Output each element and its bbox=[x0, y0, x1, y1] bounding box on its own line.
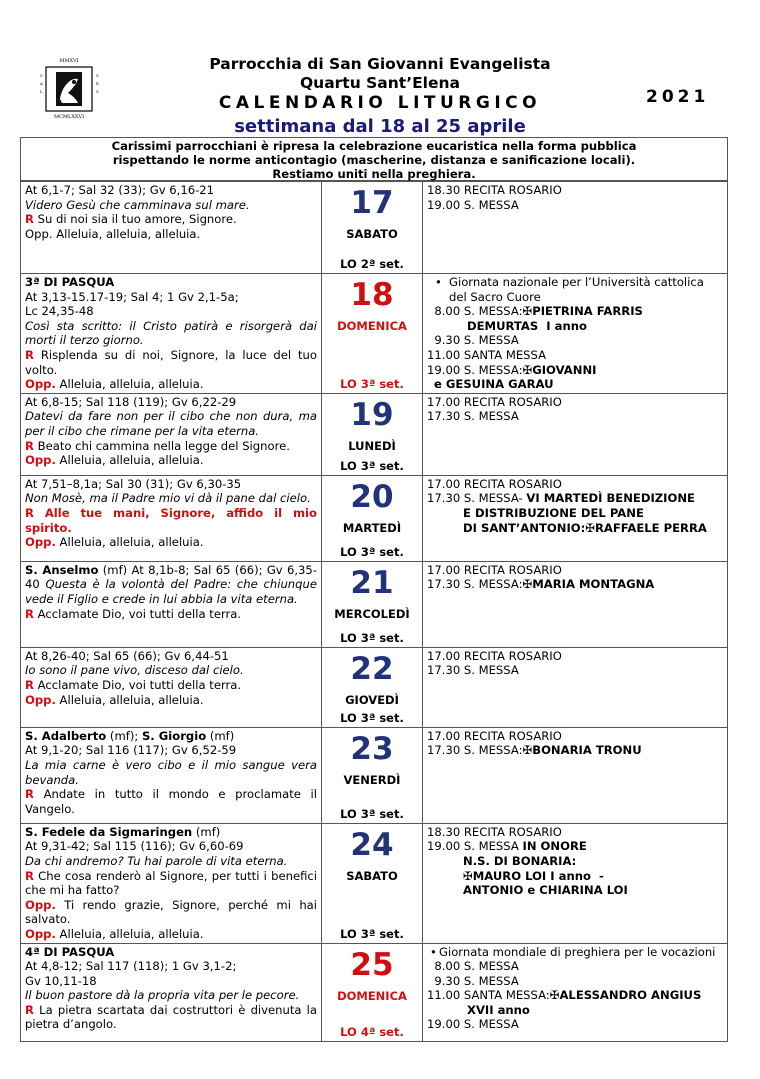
reading-text: Alleluia, alleluia, alleluia. bbox=[55, 535, 204, 550]
events-cell bbox=[423, 475, 728, 561]
reading-line bbox=[25, 439, 317, 454]
event-intention: N.S. DI BONARIA: bbox=[463, 853, 577, 868]
events-cell bbox=[423, 393, 728, 475]
reading-text: At 6,1-7; Sal 32 (33); Gv 6,16-21 bbox=[25, 183, 215, 197]
event-line bbox=[427, 854, 723, 869]
reading-text: Su di noi sia il tuo amore, Signore. bbox=[33, 212, 237, 227]
reading-line bbox=[25, 183, 317, 198]
day-number: 21 bbox=[350, 564, 394, 601]
reading-text: Questa è la volontà del Padre: che chiunque vede il Figlio e crede in lui abbia la vita eterna. bbox=[25, 577, 317, 606]
event-line bbox=[427, 1003, 723, 1018]
reading-text: Acclamate Dio, voi tutti della terra. bbox=[33, 677, 242, 692]
reading-line bbox=[25, 563, 317, 607]
event-line bbox=[427, 333, 723, 348]
reading-text: Alleluia, alleluia, alleluia. bbox=[55, 926, 204, 941]
event-line bbox=[427, 491, 723, 506]
event-time: 8.00 S. MESSA: bbox=[427, 304, 523, 319]
parish-name: Parrocchia di San Giovanni Evangelista bbox=[209, 55, 551, 73]
event-line bbox=[427, 304, 723, 319]
event-line bbox=[427, 743, 723, 758]
events-cell bbox=[423, 727, 728, 823]
event-line bbox=[427, 409, 723, 424]
event-line bbox=[427, 839, 723, 854]
event-time: 18.30 RECITA ROSARIO bbox=[427, 824, 562, 839]
reading-line bbox=[25, 491, 317, 506]
event-line bbox=[427, 663, 723, 678]
event-time: 9.30 S. MESSA bbox=[427, 333, 519, 348]
event-line bbox=[427, 988, 723, 1003]
event-line bbox=[427, 577, 723, 592]
response-marker: R bbox=[25, 347, 34, 362]
events-cell bbox=[423, 647, 728, 727]
notice-line: Carissimi parrocchiani è ripresa la celebrazione eucaristica nella forma pubblica bbox=[111, 139, 637, 153]
reading-text: At 6,8-15; Sal 118 (119); Gv 6,22-29 bbox=[25, 394, 237, 409]
liturgy-week: LO 3ª set. bbox=[340, 631, 404, 646]
event-line bbox=[427, 974, 723, 989]
event-line bbox=[427, 649, 723, 664]
svg-text:C: C bbox=[40, 73, 44, 78]
feast-name: S. Fedele da Sigmaringen bbox=[25, 824, 193, 839]
day-number: 18 bbox=[350, 277, 394, 313]
events-cell bbox=[423, 943, 728, 1041]
event-line bbox=[427, 869, 723, 884]
day-number: 25 bbox=[350, 946, 394, 983]
weekday-name: VENERDÌ bbox=[343, 772, 401, 787]
reading-line bbox=[25, 988, 317, 1003]
readings-cell bbox=[21, 182, 322, 274]
liturgy-week: LO 3ª set. bbox=[340, 459, 404, 474]
event-line bbox=[427, 506, 723, 521]
event-intention: DEMURTAS I anno bbox=[467, 318, 587, 333]
calendar-title: CALENDARIO LITURGICO bbox=[218, 93, 542, 113]
reading-line bbox=[25, 453, 317, 468]
liturgy-week: LO 3ª set. bbox=[340, 545, 404, 560]
reading-text: Così sta scritto: il Cristo patirà e risorgerà dai morti il terzo giorno. bbox=[25, 318, 317, 348]
liturgy-week: LO 3ª set. bbox=[340, 807, 404, 822]
response-marker: Opp. bbox=[25, 377, 56, 392]
calendar-row bbox=[21, 823, 728, 943]
response-marker: Opp. bbox=[25, 535, 56, 550]
header bbox=[0, 0, 760, 140]
date-cell bbox=[322, 943, 423, 1041]
event-intention: ✠PIETRINA FARRIS bbox=[522, 304, 643, 319]
reading-text: Gv 10,11-18 bbox=[25, 973, 97, 988]
day-number: 17 bbox=[350, 185, 394, 221]
reading-line bbox=[25, 825, 317, 840]
response-marker: R bbox=[25, 212, 34, 227]
readings-cell bbox=[21, 727, 322, 823]
svg-text:MMXVI: MMXVI bbox=[59, 58, 79, 64]
reading-line bbox=[25, 974, 317, 989]
reading-line bbox=[25, 869, 317, 898]
calendar-row bbox=[21, 182, 728, 274]
date-cell bbox=[322, 475, 423, 561]
reading-line bbox=[25, 678, 317, 693]
calendar-row bbox=[21, 647, 728, 727]
svg-text:L: L bbox=[40, 89, 43, 94]
event-line bbox=[427, 319, 723, 334]
calendar-row bbox=[21, 561, 728, 647]
reading-text: At 4,8-12; Sal 117 (118); 1 Gv 3,1-2; bbox=[25, 959, 237, 974]
day-number: 24 bbox=[350, 826, 394, 863]
day-number: 20 bbox=[350, 478, 394, 515]
reading-text: (mf); bbox=[106, 728, 142, 743]
date-cell bbox=[322, 393, 423, 475]
reading-line bbox=[25, 198, 317, 213]
event-time: 19.00 S. MESSA: bbox=[427, 362, 523, 377]
event-intention: IN ONORE bbox=[522, 839, 587, 854]
reading-text: At 3,13-15.17-19; Sal 4; 1 Gv 2,1-5a; bbox=[25, 289, 239, 304]
reading-text: Andate in tutto il mondo e proclamate il Vangelo. bbox=[25, 787, 317, 816]
event-intention: E DISTRIBUZIONE DEL PANE bbox=[463, 505, 644, 520]
events-cell bbox=[423, 182, 728, 274]
response-marker: R bbox=[25, 677, 34, 692]
event-time: 17.00 RECITA ROSARIO bbox=[427, 394, 562, 409]
date-cell bbox=[322, 647, 423, 727]
date-cell bbox=[322, 182, 423, 274]
weekday-name: DOMENICA bbox=[337, 988, 407, 1003]
weekday-name: SABATO bbox=[346, 227, 398, 241]
liturgy-week: LO 3ª set. bbox=[340, 377, 404, 392]
reading-line bbox=[25, 535, 317, 550]
reading-line bbox=[25, 275, 317, 290]
reading-line bbox=[25, 945, 317, 960]
reading-line bbox=[25, 839, 317, 854]
date-cell bbox=[322, 561, 423, 647]
event-time: 9.30 S. MESSA bbox=[427, 973, 519, 988]
event-intention: DI SANT’ANTONIO:✠RAFFAELE PERRA bbox=[463, 520, 707, 535]
calendar-row bbox=[21, 274, 728, 394]
event-time: 11.00 SANTA MESSA: bbox=[427, 988, 550, 1003]
reading-line bbox=[25, 854, 317, 869]
response-marker: Opp. bbox=[25, 926, 56, 941]
readings-cell bbox=[21, 475, 322, 561]
reading-text: Alleluia, alleluia, alleluia. bbox=[55, 453, 204, 468]
response-marker: R bbox=[25, 787, 34, 802]
event-intention: XVII anno bbox=[467, 1002, 530, 1017]
parish-city: Quartu Sant’Elena bbox=[299, 74, 461, 92]
event-intention: ✠GIOVANNI bbox=[522, 362, 597, 377]
readings-cell bbox=[21, 943, 322, 1041]
event-time: 11.00 SANTA MESSA bbox=[427, 347, 547, 362]
event-time: 17.30 S. MESSA bbox=[427, 409, 519, 424]
event-intention: ✠MARIA MONTAGNA bbox=[522, 577, 655, 592]
event-time: 17.00 RECITA ROSARIO bbox=[427, 648, 562, 663]
reading-line bbox=[25, 729, 317, 744]
reading-line bbox=[25, 693, 317, 708]
reading-text: Che cosa renderò al Signore, per tutti i benefici che mi ha fatto? bbox=[25, 868, 317, 898]
event-line bbox=[427, 198, 723, 213]
event-line bbox=[427, 945, 723, 960]
reading-line bbox=[25, 290, 317, 305]
event-line bbox=[427, 363, 723, 378]
reading-text: Io sono il pane vivo, disceso dal cielo. bbox=[25, 663, 244, 678]
events-cell bbox=[423, 823, 728, 943]
reading-line bbox=[25, 506, 317, 535]
reading-text: Beato chi cammina nella legge del Signore. bbox=[33, 438, 290, 453]
reading-text: At 8,26-40; Sal 65 (66); Gv 6,44-51 bbox=[25, 648, 229, 663]
date-cell bbox=[322, 823, 423, 943]
weekday-name: MARTEDÌ bbox=[342, 520, 402, 535]
liturgy-week: LO 3ª set. bbox=[340, 926, 404, 941]
reading-text: Acclamate Dio, voi tutti della terra. bbox=[33, 606, 242, 621]
date-cell bbox=[322, 274, 423, 394]
reading-line bbox=[25, 959, 317, 974]
event-time: 17.30 S. MESSA: bbox=[427, 577, 523, 592]
reading-text: At 9,1-20; Sal 116 (117); Gv 6,52-59 bbox=[25, 743, 237, 758]
calendar-row bbox=[21, 393, 728, 475]
response-marker: Opp. bbox=[25, 692, 56, 707]
weekday-name: DOMENICA bbox=[337, 319, 407, 333]
reading-line bbox=[25, 898, 317, 927]
reading-line bbox=[25, 663, 317, 678]
liturgy-week: LO 2ª set. bbox=[340, 257, 404, 272]
calendar-row bbox=[21, 943, 728, 1041]
svg-text:S: S bbox=[96, 73, 99, 78]
liturgy-week: LO 3ª set. bbox=[340, 711, 404, 726]
event-note: Giornata mondiale di preghiera per le vocazioni bbox=[439, 944, 716, 959]
calendar-row bbox=[21, 727, 728, 823]
calendar-table bbox=[20, 181, 728, 1042]
events-cell bbox=[423, 561, 728, 647]
event-line bbox=[427, 395, 723, 410]
reading-line bbox=[25, 758, 317, 787]
reading-text: Datevi da fare non per il cibo che non dura, ma per il cibo che rimane per la vita eterna. bbox=[25, 409, 317, 438]
readings-cell bbox=[21, 647, 322, 727]
event-time: 17.00 RECITA ROSARIO bbox=[427, 476, 562, 491]
reading-text: La pietra scartata dai costruttori è divenuta la pietra d’angolo. bbox=[25, 1002, 317, 1032]
event-line bbox=[427, 477, 723, 492]
event-line bbox=[427, 348, 723, 363]
reading-line bbox=[25, 743, 317, 758]
event-time: 19.00 S. MESSA bbox=[427, 1017, 519, 1032]
event-time: 17.00 RECITA ROSARIO bbox=[427, 728, 562, 743]
reading-text: Alleluia, alleluia, alleluia. bbox=[55, 377, 204, 392]
reading-line bbox=[25, 787, 317, 816]
psalm-response: R Alle tue mani, Signore, affido il mio spirito. bbox=[25, 505, 317, 535]
event-time: 17.00 RECITA ROSARIO bbox=[427, 562, 562, 577]
response-marker: R bbox=[25, 868, 34, 883]
response-marker: Opp. bbox=[25, 897, 56, 912]
reading-text: (mf) At 8,1b-8; Sal 65 (66); Gv 6,35-40 bbox=[25, 562, 317, 592]
event-line bbox=[427, 377, 723, 392]
event-line bbox=[427, 883, 723, 898]
reading-text: (mf) bbox=[206, 728, 235, 743]
feast-name: 4ª DI PASQUA bbox=[25, 944, 115, 959]
reading-line bbox=[25, 319, 317, 348]
reading-line bbox=[25, 607, 317, 622]
svg-text:E: E bbox=[96, 81, 99, 86]
feast-name: S. Adalberto bbox=[25, 728, 107, 743]
event-time: 19.00 S. MESSA bbox=[427, 197, 519, 212]
reading-line bbox=[25, 348, 317, 377]
day-number: 19 bbox=[350, 396, 394, 433]
day-number: 22 bbox=[350, 650, 394, 687]
reading-text: Non Mosè, ma il Padre mio vi dà il pane dal cielo. bbox=[25, 491, 311, 506]
reading-line bbox=[25, 377, 317, 392]
readings-cell bbox=[21, 274, 322, 394]
event-line bbox=[427, 183, 723, 198]
reading-line bbox=[25, 227, 317, 242]
response-marker: Opp. bbox=[25, 453, 56, 468]
reading-line bbox=[25, 927, 317, 942]
readings-cell bbox=[21, 561, 322, 647]
reading-text: Opp. Alleluia, alleluia, alleluia. bbox=[25, 226, 201, 241]
reading-text: (mf) bbox=[192, 824, 221, 839]
event-time: 18.30 RECITA ROSARIO bbox=[427, 183, 562, 197]
reading-text: Alleluia, alleluia, alleluia. bbox=[55, 692, 204, 707]
weekday-name: SABATO bbox=[346, 868, 398, 883]
event-line bbox=[427, 729, 723, 744]
reading-text: Il buon pastore dà la propria vita per le pecore. bbox=[25, 988, 300, 1003]
reading-text: Lc 24,35-48 bbox=[25, 304, 94, 319]
event-intention: ANTONIO e CHIARINA LOI bbox=[463, 883, 628, 898]
notice-line: Restiamo uniti nella preghiera. bbox=[272, 167, 476, 181]
day-number: 23 bbox=[350, 730, 394, 767]
reading-line bbox=[25, 409, 317, 438]
feast-name: S. Giorgio bbox=[141, 728, 207, 743]
reading-text: Da chi andremo? Tu hai parole di vita eterna. bbox=[25, 853, 288, 868]
event-line bbox=[427, 563, 723, 578]
reading-line bbox=[25, 395, 317, 410]
feast-name: S. Anselmo bbox=[25, 562, 99, 577]
reading-text: La mia carne è vero cibo e il mio sangue vera bevanda. bbox=[25, 757, 317, 787]
readings-cell bbox=[21, 393, 322, 475]
event-intention: VI MARTEDÌ BENEDIZIONE bbox=[526, 491, 695, 506]
event-line bbox=[427, 275, 723, 304]
event-intention: e GESUINA GARAU bbox=[434, 377, 554, 392]
event-intention: ✠ALESSANDRO ANGIUS bbox=[549, 988, 702, 1003]
readings-cell bbox=[21, 823, 322, 943]
date-cell bbox=[322, 727, 423, 823]
reading-line bbox=[25, 477, 317, 492]
event-time: 17.30 S. MESSA- bbox=[427, 491, 527, 506]
event-time: 19.00 S. MESSA bbox=[427, 839, 523, 854]
reading-text: Risplenda su di noi, Signore, la luce del tuo volto. bbox=[25, 347, 317, 377]
week-range: settimana dal 18 al 25 aprile bbox=[234, 116, 526, 137]
event-line bbox=[427, 825, 723, 840]
feast-name: 3ª DI PASQUA bbox=[25, 275, 115, 289]
reading-line bbox=[25, 304, 317, 319]
svg-text:S: S bbox=[96, 89, 99, 94]
response-marker: R bbox=[25, 438, 34, 453]
reading-line bbox=[25, 212, 317, 227]
reading-text: At 7,51–8,1a; Sal 30 (31); Gv 6,30-35 bbox=[25, 476, 242, 491]
weekday-name: MERCOLEDÌ bbox=[334, 606, 410, 621]
event-line bbox=[427, 959, 723, 974]
response-marker: R bbox=[25, 1002, 34, 1017]
notice-line: rispettando le norme anticontagio (mascherine, distanza e sanificazione locali). bbox=[112, 153, 636, 167]
reading-text: At 9,31-42; Sal 115 (116); Gv 6,60-69 bbox=[25, 839, 244, 854]
calendar-row bbox=[21, 475, 728, 561]
weekday-name: LUNEDÌ bbox=[348, 438, 396, 453]
svg-text:MCMLXXVI: MCMLXXVI bbox=[53, 114, 85, 120]
event-intention: ✠BONARIA TRONU bbox=[522, 743, 642, 758]
weekday-name: GIOVEDÌ bbox=[345, 692, 399, 707]
response-marker: R bbox=[25, 606, 34, 621]
liturgy-week: LO 4ª set. bbox=[340, 1024, 404, 1039]
year: 2021 bbox=[646, 87, 710, 107]
svg-text:A: A bbox=[40, 81, 43, 86]
event-time: 17.30 S. MESSA bbox=[427, 663, 519, 678]
reading-text: Ti rendo grazie, Signore, perché mi hai salvato. bbox=[25, 897, 317, 927]
reading-line bbox=[25, 1003, 317, 1032]
event-time: 8.00 S. MESSA bbox=[427, 959, 519, 974]
event-time: 17.30 S. MESSA: bbox=[427, 743, 523, 758]
event-note: Giornata nazionale per l’Università cattolica del Sacro Cuore bbox=[449, 275, 708, 304]
reading-text: Videro Gesù che camminava sul mare. bbox=[25, 197, 250, 212]
event-line bbox=[427, 521, 723, 536]
reading-line bbox=[25, 649, 317, 664]
event-intention: ✠MAURO LOI I anno - bbox=[463, 868, 604, 883]
event-line bbox=[427, 1017, 723, 1032]
events-cell bbox=[423, 274, 728, 394]
notice-box bbox=[20, 137, 728, 181]
